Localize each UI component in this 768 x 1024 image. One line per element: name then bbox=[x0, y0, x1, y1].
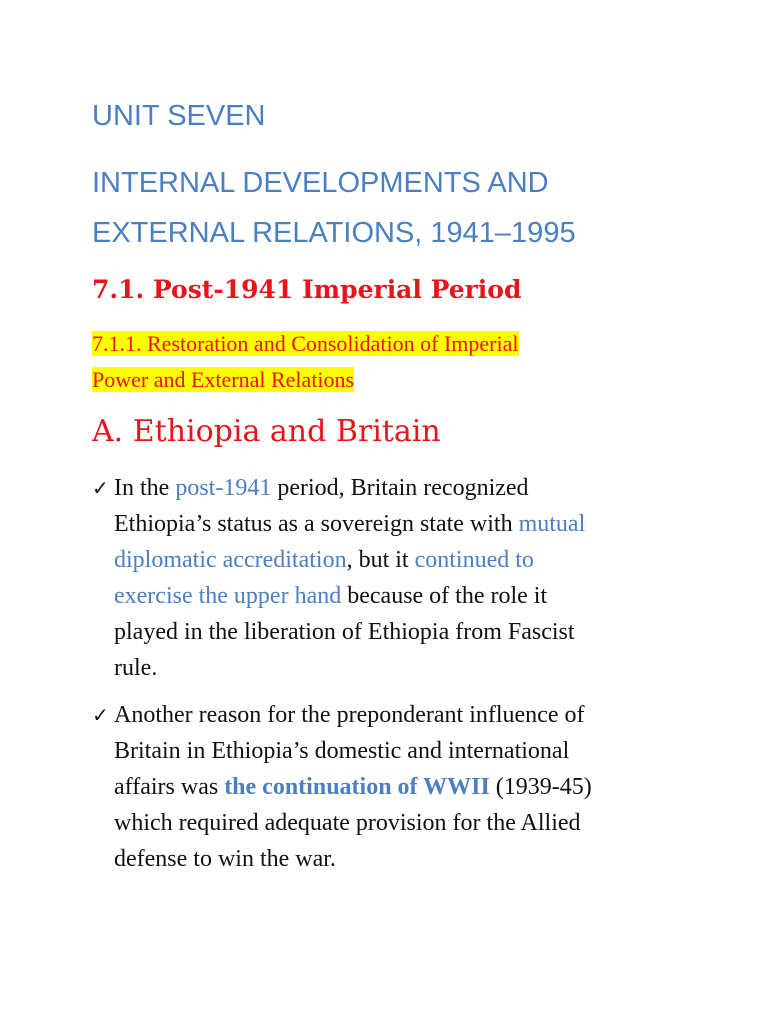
bullet-paragraph-2 bbox=[92, 697, 692, 877]
bullet-paragraph-1 bbox=[92, 470, 692, 686]
bullet-1-text: In the bbox=[114, 475, 176, 501]
main-heading-line-2: EXTERNAL RELATIONS, 1941–1995 bbox=[92, 217, 576, 249]
highlight-upper-hand: exercise the upper hand bbox=[114, 583, 342, 609]
bullet-1-text: , but it bbox=[346, 547, 415, 573]
bullet-2-text: (1939-45) bbox=[489, 774, 592, 800]
highlight-continuation-of-wwii: the continuation of WWII bbox=[224, 774, 490, 800]
bullet-1-line-1 bbox=[92, 470, 692, 506]
main-heading-line-1: INTERNAL DEVELOPMENTS AND bbox=[92, 167, 549, 199]
bullet-1-text: period, Britain recognized bbox=[271, 475, 529, 501]
subsection-heading-line-1: 7.1.1. Restoration and Consolidation of Imperial bbox=[92, 331, 519, 356]
highlight-mutual: mutual bbox=[518, 511, 586, 537]
bullet-1-line-3 bbox=[92, 542, 692, 578]
highlight-continued-to: continued to bbox=[414, 547, 534, 573]
bullet-2-line-1: Another reason for the preponderant influence of bbox=[114, 702, 585, 728]
bullet-2-line-2: Britain in Ethiopia’s domestic and international bbox=[114, 738, 570, 764]
bullet-1-line-6: rule. bbox=[114, 655, 158, 681]
highlight-diplomatic-accreditation: diplomatic accreditation bbox=[114, 547, 347, 573]
unit-title: UNIT SEVEN bbox=[92, 100, 266, 132]
subsection-heading bbox=[92, 326, 519, 398]
subsection-heading-line-2: Power and External Relations bbox=[92, 367, 355, 392]
section-heading: 7.1. Post-1941 Imperial Period bbox=[92, 275, 522, 304]
main-heading bbox=[92, 158, 576, 258]
bullet-2-line-3 bbox=[92, 769, 692, 805]
bullet-2-line-4: which required adequate provision for the Allied bbox=[114, 810, 581, 836]
bullet-2-text: affairs was bbox=[114, 774, 225, 800]
bullet-1-line-2 bbox=[92, 506, 692, 542]
bullet-1-text: because of the role it bbox=[341, 583, 548, 609]
bullet-1-text: Ethiopia’s status as a sovereign state with bbox=[114, 511, 519, 537]
highlight-post-1941: post-1941 bbox=[175, 475, 272, 501]
bullet-1-line-4 bbox=[92, 578, 692, 614]
bullet-2-line-5: defense to win the war. bbox=[114, 846, 336, 872]
country-heading: A. Ethiopia and Britain bbox=[92, 414, 441, 449]
checkmark-icon: ✓ bbox=[92, 703, 109, 727]
bullet-1-line-5: played in the liberation of Ethiopia from Fascist bbox=[114, 619, 575, 645]
checkmark-icon: ✓ bbox=[92, 476, 109, 500]
